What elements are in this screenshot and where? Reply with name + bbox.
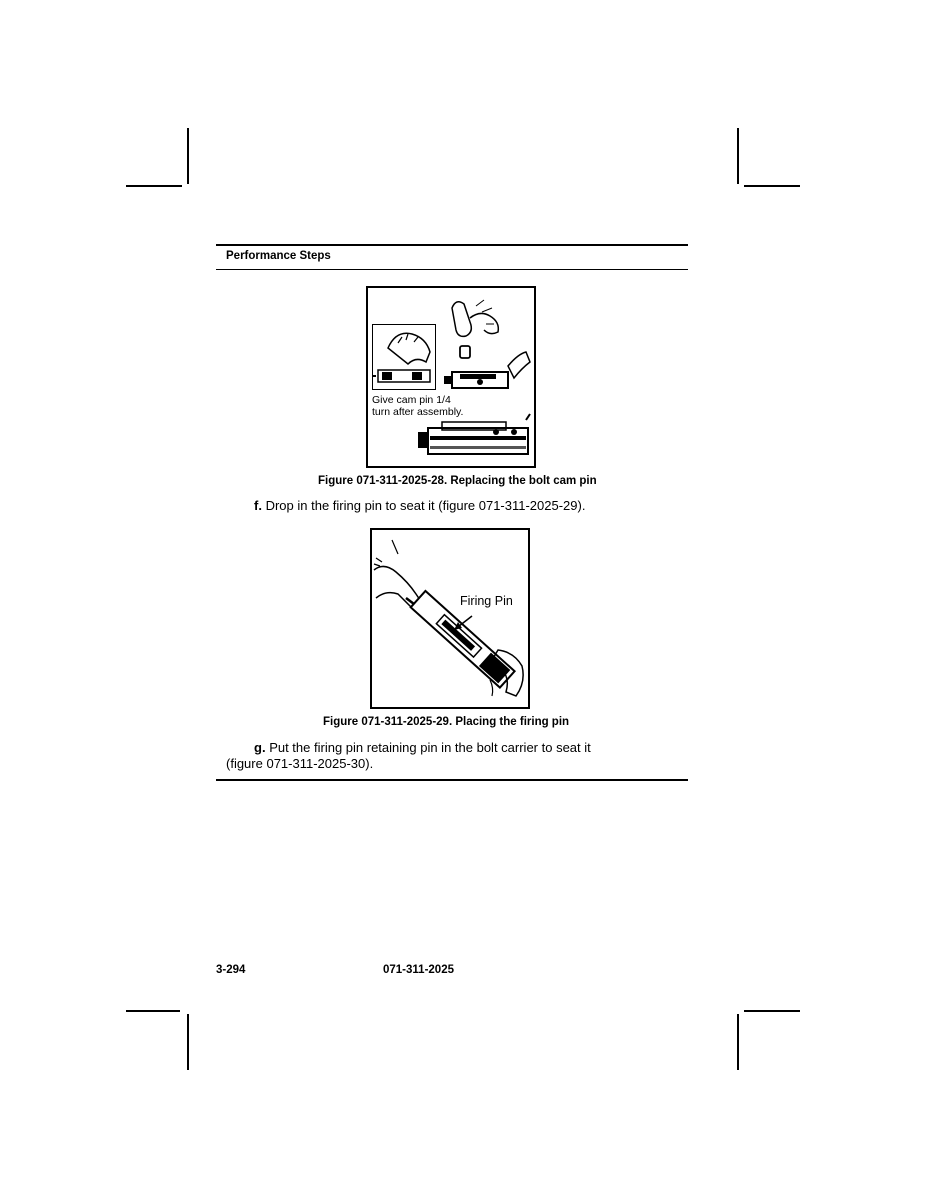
header-top-rule (216, 244, 688, 246)
crop-mark-top-left-vertical (187, 128, 189, 184)
task-number: 071-311-2025 (383, 964, 454, 976)
crop-mark-bottom-left-vertical (187, 1014, 189, 1070)
step-f-letter: f. (254, 498, 262, 513)
step-g-continuation: (figure 071-311-2025-30). (226, 756, 374, 771)
figure-28-caption: Figure 071-311-2025-28. Replacing the bolt cam pin (318, 475, 597, 487)
header-bottom-rule (216, 269, 688, 270)
crop-mark-bottom-right-horizontal (744, 1010, 800, 1012)
crop-mark-top-right-vertical (737, 128, 739, 184)
crop-mark-top-left-horizontal (126, 185, 182, 187)
section-bottom-rule (216, 779, 688, 781)
section-title: Performance Steps (226, 250, 331, 262)
page-number: 3-294 (216, 964, 246, 976)
figure-bolt-cam-pin (366, 286, 536, 468)
firing-pin-illustration (372, 530, 528, 707)
step-g-letter: g. (254, 740, 266, 755)
cam-pin-callout-text: Give cam pin 1/4 turn after assembly. (372, 394, 464, 418)
figure-firing-pin (370, 528, 530, 709)
crop-mark-bottom-left-horizontal (126, 1010, 180, 1012)
crop-mark-top-right-horizontal (744, 185, 800, 187)
step-f (254, 498, 585, 514)
firing-pin-callout: Firing Pin (460, 594, 513, 608)
bolt-cam-pin-illustration (368, 288, 534, 466)
step-f-text: Drop in the firing pin to seat it (figure 071-311-2025-29). (265, 498, 586, 513)
figure-29-caption: Figure 071-311-2025-29. Placing the firing pin (323, 716, 570, 728)
step-g (254, 740, 591, 756)
step-g-text-line1: Put the firing pin retaining pin in the bolt carrier to seat it (269, 740, 591, 755)
crop-mark-bottom-right-vertical (737, 1014, 739, 1070)
